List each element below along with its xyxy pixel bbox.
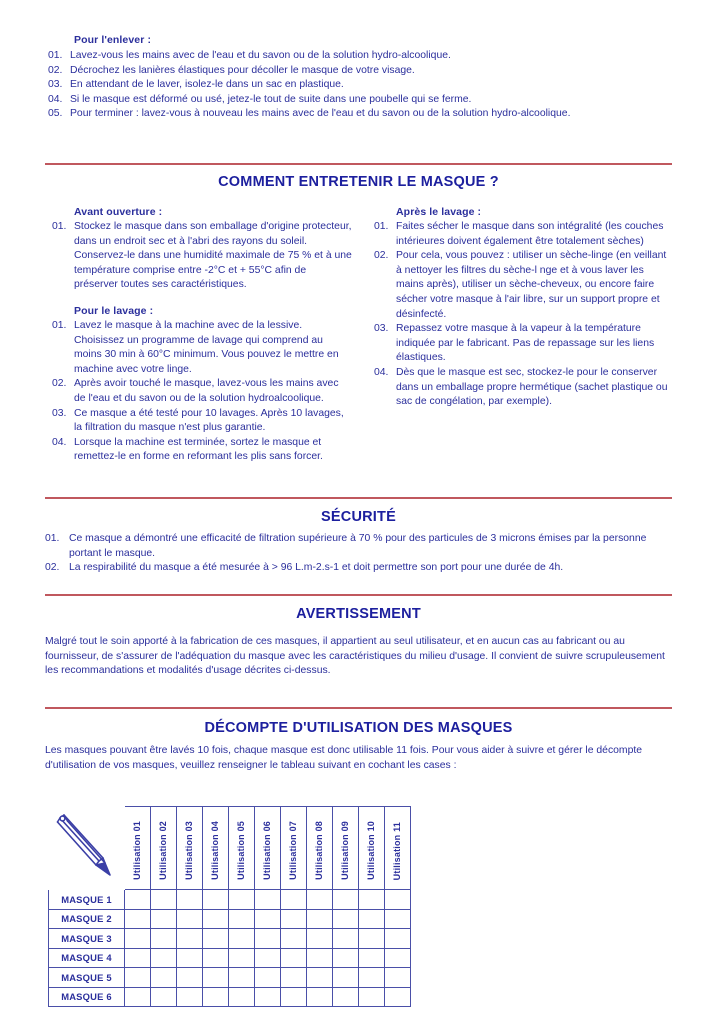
list-item [52, 436, 352, 465]
list-item [52, 220, 352, 293]
list-item-number: 04. [52, 436, 67, 448]
list-item-number: 02. [48, 64, 63, 76]
column-header-label: Utilisation 01 [132, 821, 142, 880]
checkbox-cell[interactable] [203, 929, 229, 949]
list-item-text: La respirabilité du masque a été mesurée à > 96 L.m-2.s-1 et doit permettre son port pour une durée de 4h. [69, 562, 564, 574]
list-item [374, 220, 674, 249]
list-item [374, 366, 674, 410]
list-item-text: Ce masque a démontré une efficacité de filtration supérieure à 70 % pour des particules de 3 microns émises par la personne portant le masque. [69, 533, 647, 559]
checkbox-cell[interactable] [125, 929, 151, 949]
section-divider [45, 163, 672, 165]
maintenance-title-wrap [0, 174, 717, 190]
list-item [52, 377, 352, 406]
list-item-number: 04. [48, 93, 63, 105]
for-washing-group [52, 305, 352, 465]
table-row [49, 968, 411, 988]
checkbox-cell[interactable] [359, 987, 385, 1007]
after-washing-sub-heading: Après le lavage : [396, 206, 482, 218]
checkbox-cell[interactable] [151, 929, 177, 949]
list-item-text: Ce masque a été testé pour 10 lavages. Après 10 lavages, la filtration du masque n'est plus garantie. [74, 407, 344, 434]
table-row [49, 909, 411, 929]
checkbox-cell[interactable] [359, 948, 385, 968]
row-label: MASQUE 2 [49, 909, 125, 929]
checkbox-cell[interactable] [385, 987, 411, 1007]
checkbox-cell[interactable] [151, 987, 177, 1007]
checkbox-cell[interactable] [255, 890, 281, 910]
list-item [45, 561, 675, 576]
checkbox-cell[interactable] [203, 909, 229, 929]
table-row [49, 987, 411, 1007]
list-item-text: Décrochez les lanières élastiques pour décoller le masque de votre visage. [70, 64, 415, 76]
usage-table[interactable] [48, 806, 411, 1007]
checkbox-cell[interactable] [385, 929, 411, 949]
table-column-header [281, 807, 307, 890]
checkbox-cell[interactable] [151, 968, 177, 988]
count-paragraph: Les masques pouvant être lavés 10 fois, chaque masque est donc utilisable 11 fois. Pour vous aider à suivre et gérer le décompte d'utilisation de vos masques, veuillez renseigner le tableau suivant en cochant les cases : [45, 745, 643, 771]
after-washing-list [374, 220, 674, 410]
checkbox-cell[interactable] [177, 987, 203, 1007]
list-item [52, 407, 352, 436]
checkbox-cell[interactable] [281, 909, 307, 929]
column-header-label: Utilisation 03 [184, 821, 194, 880]
column-header-label: Utilisation 05 [236, 821, 246, 880]
table-corner-cell [49, 807, 125, 890]
after-washing-group [374, 206, 674, 410]
checkbox-cell[interactable] [255, 948, 281, 968]
page-title-maintenance: COMMENT ENTRETENIR LE MASQUE ? [218, 174, 499, 190]
list-item-text: Repassez votre masque à la vapeur à la température indiquée par le fabricant. Pas de repassage sur les liens élastiques. [396, 323, 655, 364]
checkbox-cell[interactable] [255, 909, 281, 929]
checkbox-cell[interactable] [359, 929, 385, 949]
checkbox-cell[interactable] [229, 948, 255, 968]
checkbox-cell[interactable] [177, 909, 203, 929]
checkbox-cell[interactable] [203, 948, 229, 968]
checkbox-cell[interactable] [359, 968, 385, 988]
removal-section [48, 34, 648, 122]
count-title-wrap [0, 720, 717, 736]
before-opening-list [52, 220, 352, 293]
list-item-text: Lavez-vous les mains avec de l'eau et du savon ou de la solution hydro-alcoolique. [70, 50, 451, 61]
list-item-text: Dès que le masque est sec, stockez-le pour le conserver dans un emballage propre hermétique (sachet plastique ou sac de congélation, par exemple). [396, 366, 668, 408]
checkbox-cell[interactable] [229, 987, 255, 1007]
warning-paragraph: Malgré tout le soin apporté à la fabrication de ces masques, il appartient au seul utilisateur, et en aucun cas au fabricant ou au fournisseur, de s'assurer de l'adéquation du masque avec les caractéristiques du milieu d'usage. Il convient de suivre scrupuleusement les recommandations et modalités d'usage décrites ci-dessus. [45, 636, 665, 677]
table-header-row [49, 807, 411, 890]
warning-section [45, 635, 677, 679]
list-item-text: Si le masque est déformé ou usé, jetez-le tout de suite dans une poubelle qui se ferme. [70, 93, 472, 105]
column-header-label: Utilisation 04 [210, 821, 220, 880]
checkbox-cell[interactable] [385, 968, 411, 988]
checkbox-cell[interactable] [203, 968, 229, 988]
checkbox-cell[interactable] [177, 968, 203, 988]
list-item-number: 03. [52, 407, 67, 419]
checkbox-cell[interactable] [333, 968, 359, 988]
list-item-text: Lavez le masque à la machine avec de la lessive. Choisissez un programme de lavage qui comprend au moins 30 min à 60°C minimum. Vous pouvez le mettre en machine avec votre linge. [74, 319, 339, 375]
table-row [49, 890, 411, 910]
checkbox-cell[interactable] [281, 929, 307, 949]
table-column-header [255, 807, 281, 890]
checkbox-cell[interactable] [203, 890, 229, 910]
checkbox-cell[interactable] [151, 948, 177, 968]
checkbox-cell[interactable] [359, 909, 385, 929]
for-washing-list [52, 319, 352, 465]
column-header-label: Utilisation 06 [262, 821, 272, 880]
warning-title-wrap [0, 606, 717, 622]
pencil-icon [53, 811, 119, 886]
checkbox-cell[interactable] [177, 948, 203, 968]
table-column-header [385, 807, 411, 890]
list-item [52, 319, 352, 377]
list-item-text: Après avoir touché le masque, lavez-vous les mains avec de l'eau et du savon ou de la solution hydroalcoolique. [74, 378, 339, 404]
checkbox-cell[interactable] [151, 890, 177, 910]
table-column-header [229, 807, 255, 890]
list-item-number: 01. [52, 319, 67, 331]
checkbox-cell[interactable] [281, 948, 307, 968]
list-item-number: 02. [374, 250, 389, 262]
maintenance-right-column [374, 206, 674, 410]
table-column-header [307, 807, 333, 890]
before-opening-sub-heading: Avant ouverture : [74, 206, 163, 218]
checkbox-cell[interactable] [385, 909, 411, 929]
column-header-label: Utilisation 11 [392, 821, 402, 880]
checkbox-cell[interactable] [125, 890, 151, 910]
checkbox-cell[interactable] [385, 890, 411, 910]
usage-table-head [49, 807, 411, 890]
checkbox-cell[interactable] [359, 890, 385, 910]
checkbox-cell[interactable] [229, 909, 255, 929]
list-item-text: Faites sécher le masque dans son intégralité (les couches intérieures doivent également être totalement sèches) [396, 221, 664, 247]
table-column-header [359, 807, 385, 890]
list-item [48, 93, 648, 108]
page-title-count: DÉCOMPTE D'UTILISATION DES MASQUES [204, 720, 513, 736]
checkbox-cell[interactable] [333, 948, 359, 968]
checkbox-cell[interactable] [281, 987, 307, 1007]
checkbox-cell[interactable] [125, 968, 151, 988]
checkbox-cell[interactable] [229, 968, 255, 988]
table-row [49, 948, 411, 968]
list-item-text: Lorsque la machine est terminée, sortez le masque et remettez-le en forme en reformant les plis sans forcer. [74, 436, 323, 463]
table-row [49, 929, 411, 949]
list-item [48, 107, 648, 122]
row-label: MASQUE 6 [49, 987, 125, 1007]
list-item-number: 01. [374, 221, 389, 232]
maintenance-left-column [52, 206, 352, 465]
list-item-number: 01. [48, 50, 63, 61]
count-intro [45, 744, 677, 773]
checkbox-cell[interactable] [385, 948, 411, 968]
checkbox-cell[interactable] [333, 987, 359, 1007]
column-header-label: Utilisation 08 [314, 821, 324, 880]
list-item-number: 02. [45, 562, 60, 574]
column-header-label: Utilisation 09 [340, 821, 350, 880]
checkbox-cell[interactable] [255, 968, 281, 988]
checkbox-cell[interactable] [229, 929, 255, 949]
row-label: MASQUE 4 [49, 948, 125, 968]
checkbox-cell[interactable] [177, 890, 203, 910]
checkbox-cell[interactable] [255, 929, 281, 949]
removal-list [48, 49, 648, 122]
checkbox-cell[interactable] [307, 929, 333, 949]
list-item [48, 64, 648, 79]
security-title-wrap [0, 509, 717, 525]
list-item-number: 04. [374, 366, 389, 378]
column-header-label: Utilisation 10 [366, 821, 376, 880]
checkbox-cell[interactable] [307, 890, 333, 910]
checkbox-cell[interactable] [125, 948, 151, 968]
section-divider [45, 707, 672, 709]
list-item-number: 03. [48, 79, 63, 91]
checkbox-cell[interactable] [229, 890, 255, 910]
list-item [374, 249, 674, 322]
row-label: MASQUE 1 [49, 890, 125, 910]
checkbox-cell[interactable] [281, 968, 307, 988]
row-label: MASQUE 5 [49, 968, 125, 988]
checkbox-cell[interactable] [307, 968, 333, 988]
list-item-number: 02. [52, 378, 67, 390]
list-item-text: Pour cela, vous pouvez : utiliser un sèche-linge (en veillant à nettoyer les filtres du sèche-l nge et à vous laver les mains après), utiliser un sèche-cheveux, ou encore faire sécher votre masque à l'air libre, sur un support propre et désinfecté. [396, 250, 667, 320]
before-opening-group [52, 206, 352, 293]
for-washing-sub-heading: Pour le lavage : [74, 304, 154, 317]
checkbox-cell[interactable] [333, 909, 359, 929]
page-title-security: SÉCURITÉ [321, 509, 396, 525]
checkbox-cell[interactable] [125, 987, 151, 1007]
usage-table-body [49, 890, 411, 1007]
list-item-number: 01. [45, 533, 60, 544]
security-list [45, 532, 675, 576]
section-divider [45, 497, 672, 499]
checkbox-cell[interactable] [333, 929, 359, 949]
table-column-header [333, 807, 359, 890]
checkbox-cell[interactable] [307, 987, 333, 1007]
section-divider [45, 594, 672, 596]
list-item [45, 532, 675, 561]
column-header-label: Utilisation 07 [288, 821, 298, 880]
list-item-text: Pour terminer : lavez-vous à nouveau les mains avec de l'eau et du savon ou de la solution hydro-alcoolique. [70, 108, 571, 120]
removal-sub-heading: Pour l'enlever : [74, 34, 152, 46]
table-column-header [177, 807, 203, 890]
list-item-text: Stockez le masque dans son emballage d'origine protecteur, dans un endroit sec et à l'abri des rayons du soleil. Conservez-le dans une humidité maximale de 75 % et à une température comprise entre -2°C et + 55°C afin de préserver toutes ses caractéristiques. [74, 221, 352, 291]
table-column-header [125, 807, 151, 890]
checkbox-cell[interactable] [307, 948, 333, 968]
table-column-header [203, 807, 229, 890]
checkbox-cell[interactable] [281, 890, 307, 910]
list-item-number: 03. [374, 323, 389, 335]
checkbox-cell[interactable] [333, 890, 359, 910]
page-title-warning: AVERTISSEMENT [296, 606, 421, 622]
table-column-header [151, 807, 177, 890]
list-item-number: 01. [52, 221, 67, 232]
checkbox-cell[interactable] [125, 909, 151, 929]
row-label: MASQUE 3 [49, 929, 125, 949]
checkbox-cell[interactable] [307, 909, 333, 929]
checkbox-cell[interactable] [255, 987, 281, 1007]
checkbox-cell[interactable] [203, 987, 229, 1007]
list-item [48, 78, 648, 93]
column-header-label: Utilisation 02 [158, 821, 168, 880]
list-item-text: En attendant de le laver, isolez-le dans un sac en plastique. [70, 79, 344, 91]
usage-table-wrap [48, 806, 411, 1007]
checkbox-cell[interactable] [151, 909, 177, 929]
list-item [48, 49, 648, 64]
security-section [45, 532, 675, 576]
list-item-number: 05. [48, 108, 63, 120]
list-item [374, 322, 674, 366]
checkbox-cell[interactable] [177, 929, 203, 949]
